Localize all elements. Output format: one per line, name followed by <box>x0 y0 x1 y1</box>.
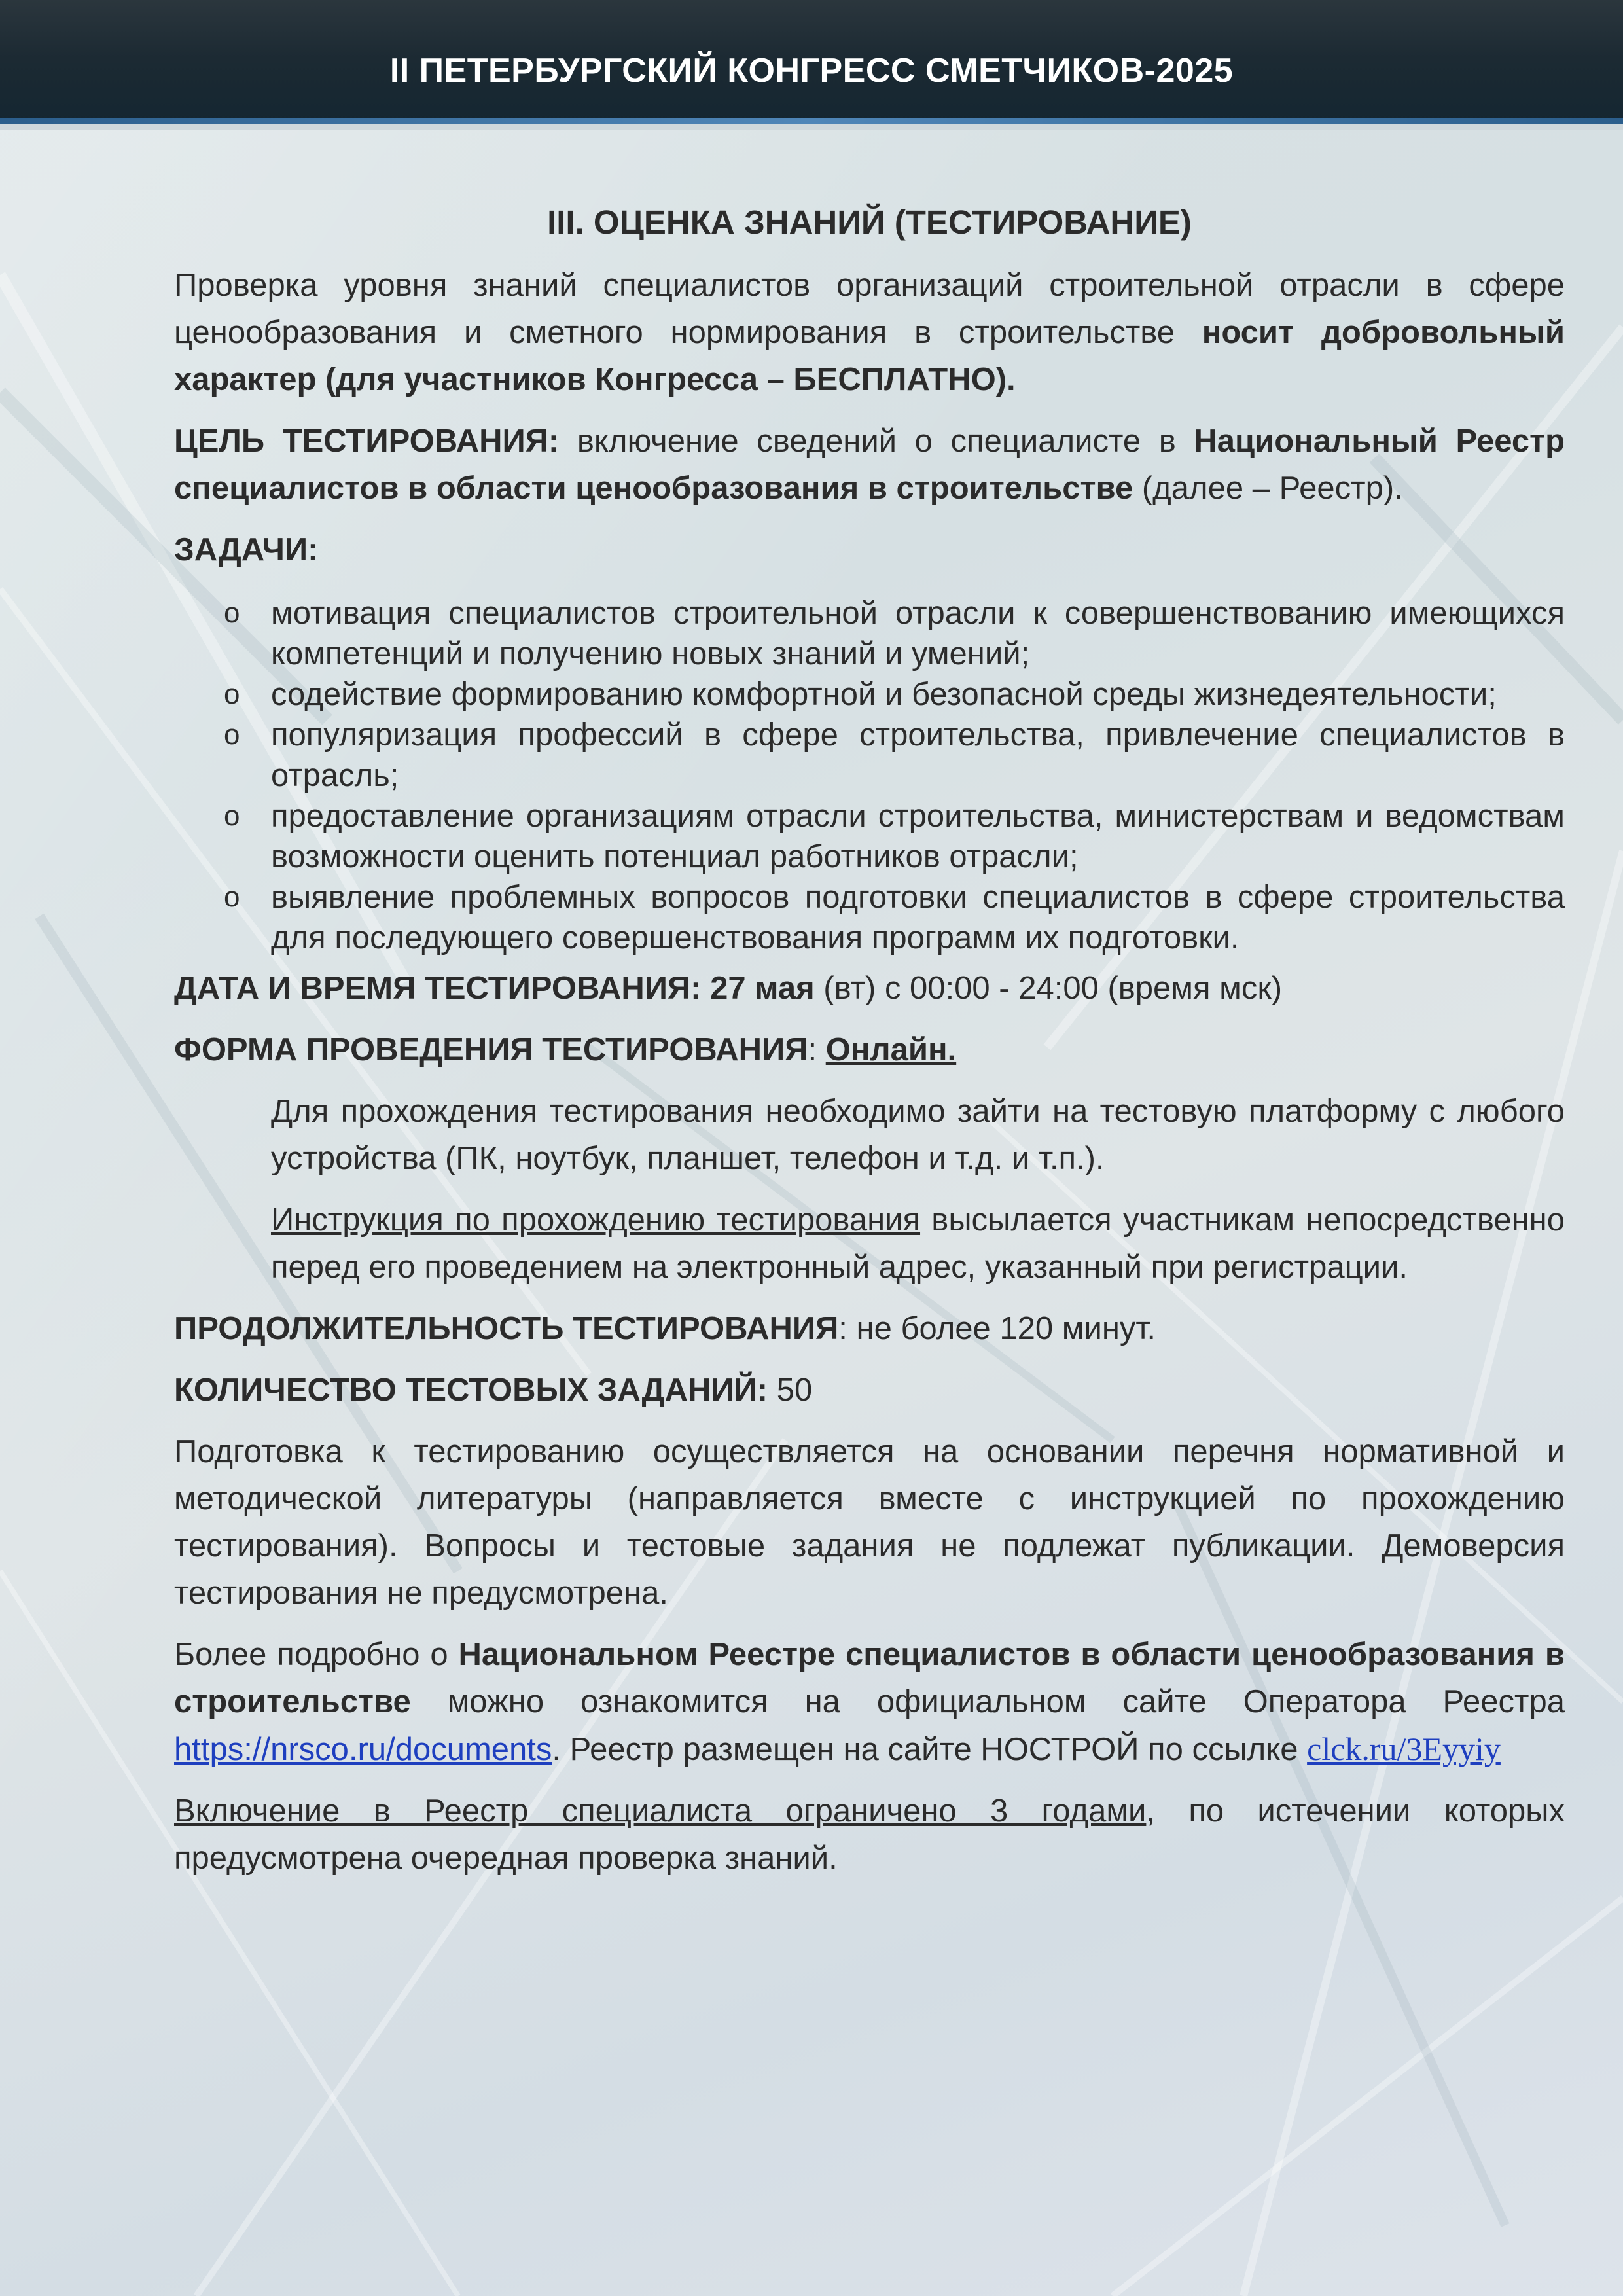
form-paragraph: ФОРМА ПРОВЕДЕНИЯ ТЕСТИРОВАНИЯ: Онлайн. <box>174 1032 957 1067</box>
datetime-label: ДАТА И ВРЕМЯ ТЕСТИРОВАНИЯ: <box>174 971 702 1006</box>
instruction-underlined: Инструкция по прохождению тестирования <box>271 1202 921 1238</box>
list-item: o содействие формированию комфортной и безопасной среды жизнедеятельности; <box>174 674 1565 715</box>
list-item: o мотивация специалистов строительной отрасли к совершенствованию имеющихся компетенций и получению новых знаний и умений; <box>174 593 1565 674</box>
circle-bullet-icon: o <box>224 719 240 751</box>
header-stripe-light <box>0 124 1623 130</box>
intro-bold: носит добровольный характер (для участников Конгресса – БЕСПЛАТНО). <box>174 315 1565 397</box>
nostroy-link[interactable]: clck.ru/3Eyyiy <box>1307 1731 1501 1767</box>
form-details-paragraph: Для прохождения тестирования необходимо зайти на тестовую платформу с любого устройства (ПК, ноутбук, планшет, телефон и т.д. и т.п.). <box>271 1094 1565 1176</box>
limit-paragraph: Включение в Реестр специалиста ограничено 3 годами, по истечении которых предусмотрена очередная проверка знаний. <box>174 1793 1565 1876</box>
list-item: o популяризация профессий в сфере строительства, привлечение специалистов в отрасль; <box>174 715 1565 796</box>
instruction-paragraph: Инструкция по прохождению тестирования высылается участникам непосредственно перед его проведением на электронный адрес, указанный при регистрации. <box>271 1202 1565 1285</box>
document-body <box>174 196 1565 1896</box>
goal-paragraph: ЦЕЛЬ ТЕСТИРОВАНИЯ: включение сведений о специалисте в Национальный Реестр специалистов в области ценообразования в строительстве (далее – Реестр). <box>174 423 1565 506</box>
count-label: КОЛИЧЕСТВО ТЕСТОВЫХ ЗАДАНИЙ: <box>174 1372 768 1408</box>
duration-paragraph: ПРОДОЛЖИТЕЛЬНОСТЬ ТЕСТИРОВАНИЯ: не более 120 минут. <box>174 1311 1156 1346</box>
form-value: Онлайн. <box>825 1032 957 1067</box>
datetime-date: 27 мая <box>701 971 815 1006</box>
datetime-paragraph: ДАТА И ВРЕМЯ ТЕСТИРОВАНИЯ: 27 мая (вт) с 00:00 - 24:00 (время мск) <box>174 971 1283 1006</box>
duration-label: ПРОДОЛЖИТЕЛЬНОСТЬ ТЕСТИРОВАНИЯ <box>174 1311 839 1346</box>
nrsco-link[interactable]: https://nrsco.ru/documents <box>174 1732 552 1767</box>
goal-registry-name: Национальный Реестр специалистов в области ценообразования в строительстве <box>174 423 1565 506</box>
form-label: ФОРМА ПРОВЕДЕНИЯ ТЕСТИРОВАНИЯ <box>174 1032 808 1067</box>
count-paragraph: КОЛИЧЕСТВО ТЕСТОВЫХ ЗАДАНИЙ: 50 <box>174 1372 813 1408</box>
intro-paragraph: Проверка уровня знаний специалистов организаций строительной отрасли в сфере ценообразования и сметного нормирования в строительстве носит добровольный характер (для участников Конгресса – БЕСПЛАТНО). <box>174 268 1565 397</box>
circle-bullet-icon: o <box>224 881 240 913</box>
circle-bullet-icon: o <box>224 800 240 832</box>
header-title: II ПЕТЕРБУРГСКИЙ КОНГРЕСС СМЕТЧИКОВ-2025 <box>389 52 1234 90</box>
circle-bullet-icon: o <box>224 678 240 710</box>
goal-label: ЦЕЛЬ ТЕСТИРОВАНИЯ: <box>174 423 560 459</box>
tasks-label: ЗАДАЧИ: <box>174 532 319 567</box>
section-title: III. ОЦЕНКА ЗНАНИЙ (ТЕСТИРОВАНИЕ) <box>547 204 1192 241</box>
limit-underlined: Включение в Реестр специалиста ограничено 3 годами <box>174 1793 1147 1829</box>
list-item: o предоставление организациям отрасли строительства, министерствам и ведомствам возможности оценить потенциал работников отрасли; <box>174 796 1565 877</box>
registry-name-bold: Национальном Реестре специалистов в области ценообразования в строительстве <box>174 1637 1565 1719</box>
header-stripe <box>0 118 1623 124</box>
list-item: o выявление проблемных вопросов подготовки специалистов в сфере строительства для последующего совершенствования программ их подготовки. <box>174 877 1565 958</box>
circle-bullet-icon: o <box>224 597 240 629</box>
tasks-list <box>174 593 1565 958</box>
preparation-paragraph: Подготовка к тестированию осуществляется на основании перечня нормативной и методической литературы (направляется вместе с инструкцией по прохождению тестирования). Вопросы и тестовые задания не подлежат публикации. Демоверсия тестирования не предусмотрена. <box>174 1434 1565 1611</box>
more-info-paragraph: Более подробно о Национальном Реестре специалистов в области ценообразования в строительстве можно ознакомится на официальном сайте Оператора Реестра https://nrsco.ru/documents. Реестр размещен на сайте НОСТРОЙ по ссылке clck.ru/3Eyyiy <box>174 1637 1565 1767</box>
